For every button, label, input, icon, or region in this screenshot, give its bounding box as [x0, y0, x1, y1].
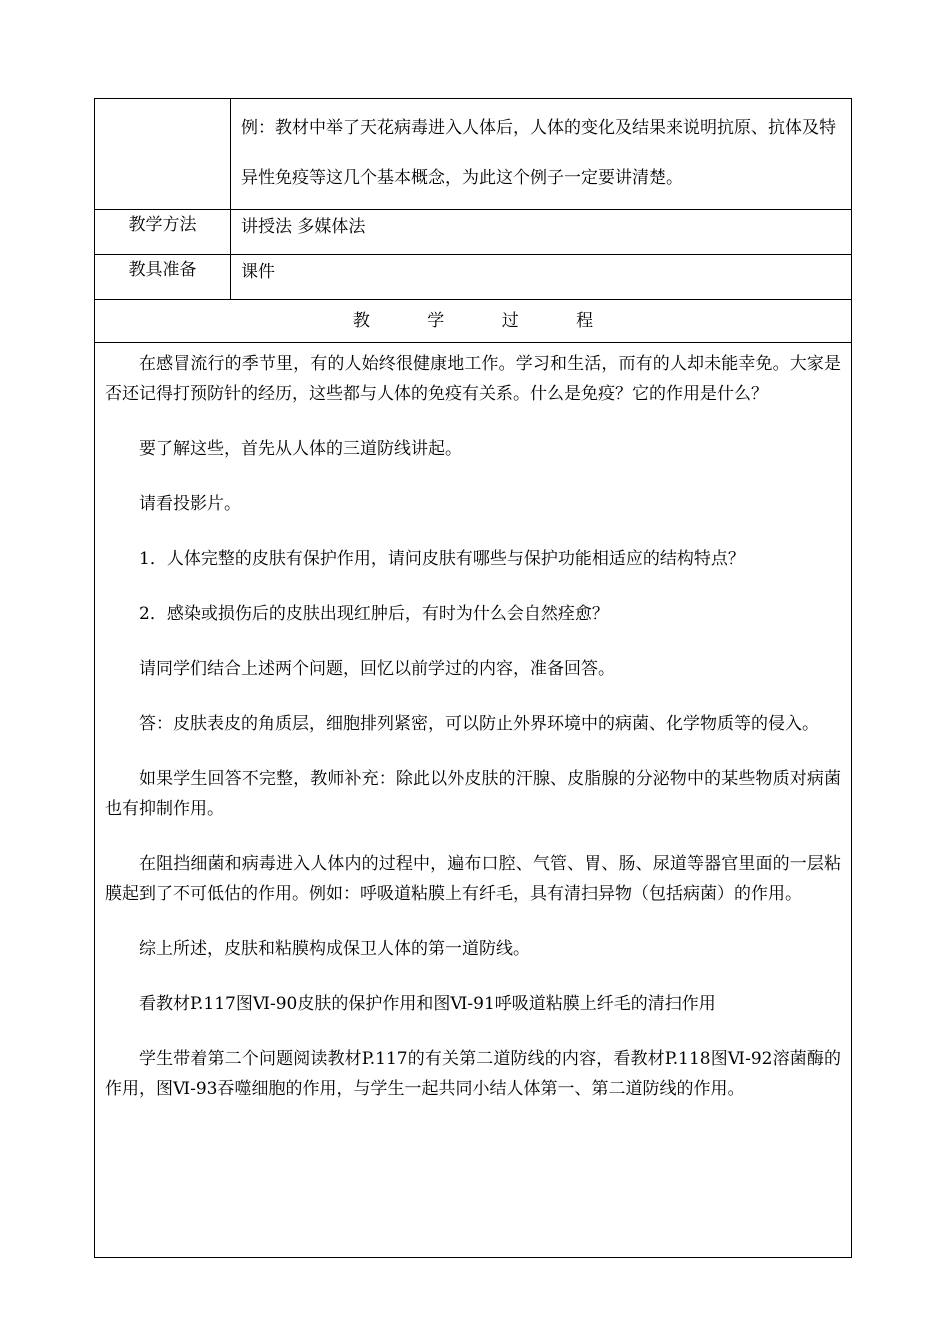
tools-value: 课件 — [241, 262, 275, 282]
process-header-cell — [95, 300, 852, 343]
process-header — [95, 300, 851, 342]
process-header-char: 学 — [427, 311, 445, 331]
intro-row — [95, 99, 852, 210]
lesson-plan-page — [94, 98, 852, 1258]
method-label: 教学方法 — [95, 210, 231, 255]
process-body — [95, 343, 851, 1257]
body-paragraph: 综上所述，皮肤和粘膜构成保卫人体的第一道防线。 — [139, 939, 530, 959]
tools-row — [95, 255, 852, 300]
body-paragraph: 答：皮肤表皮的角质层，细胞排列紧密，可以防止外界环境中的病菌、化学物质等的侵入。 — [139, 714, 819, 734]
method-row — [95, 210, 852, 255]
process-header-char: 过 — [501, 311, 519, 331]
body-paragraph: 请同学们结合上述两个问题，回忆以前学过的内容，准备回答。 — [139, 659, 615, 679]
intro-text: 例：教材中举了天花病毒进入人体后，人体的变化及结果来说明抗原、抗体及特异性免疫等这几个基本概念，为此这个例子一定要讲清楚。 — [241, 118, 836, 188]
body-paragraph: 在感冒流行的季节里，有的人始终很健康地工作。学习和生活，而有的人却未能幸免。大家是否还记得打预防针的经历，这些都与人体的免疫有关系。什么是免疫？它的作用是什么？ — [105, 354, 841, 404]
process-header-char: 教 — [352, 311, 370, 331]
body-paragraph: 在阻挡细菌和病毒进入人体内的过程中，遍布口腔、气管、胃、肠、尿道等器官里面的一层粘膜起到了不可低估的作用。例如：呼吸道粘膜上有纤毛，具有清扫异物（包括病菌）的作用。 — [105, 854, 841, 904]
tools-label: 教具准备 — [95, 255, 231, 300]
method-value-cell — [231, 210, 852, 255]
process-body-cell — [95, 343, 852, 1258]
body-paragraph: 要了解这些，首先从人体的三道防线讲起。 — [139, 439, 462, 459]
tools-value-cell — [231, 255, 852, 300]
process-header-char: 程 — [576, 311, 594, 331]
method-value: 讲授法 多媒体法 — [241, 217, 366, 237]
body-paragraph: 1．人体完整的皮肤有保护作用，请问皮肤有哪些与保护功能相适应的结构特点？ — [139, 549, 745, 569]
body-paragraph: 请看投影片。 — [139, 494, 241, 514]
body-paragraph: 如果学生回答不完整，教师补充：除此以外皮肤的汗腺、皮脂腺的分泌物中的某些物质对病菌也有抑制作用。 — [105, 769, 841, 819]
intro-label-cell — [95, 99, 231, 210]
intro-text-cell — [231, 99, 852, 210]
body-paragraph: 2．感染或损伤后的皮肤出现红肿后，有时为什么会自然痊愈？ — [139, 604, 609, 624]
body-paragraph: 学生带着第二个问题阅读教材P.117的有关第二道防线的内容，看教材P.118图Ⅵ-92溶菌酶的作用，图Ⅵ-93吞噬细胞的作用，与学生一起共同小结人体第一、第二道防线的作用。 — [105, 1049, 841, 1099]
process-header-row — [95, 300, 852, 343]
process-body-row — [95, 343, 852, 1258]
body-paragraph: 看教材P.117图Ⅵ-90皮肤的保护作用和图Ⅵ-91呼吸道粘膜上纤毛的清扫作用 — [139, 994, 716, 1014]
lesson-plan-table — [94, 98, 852, 1258]
